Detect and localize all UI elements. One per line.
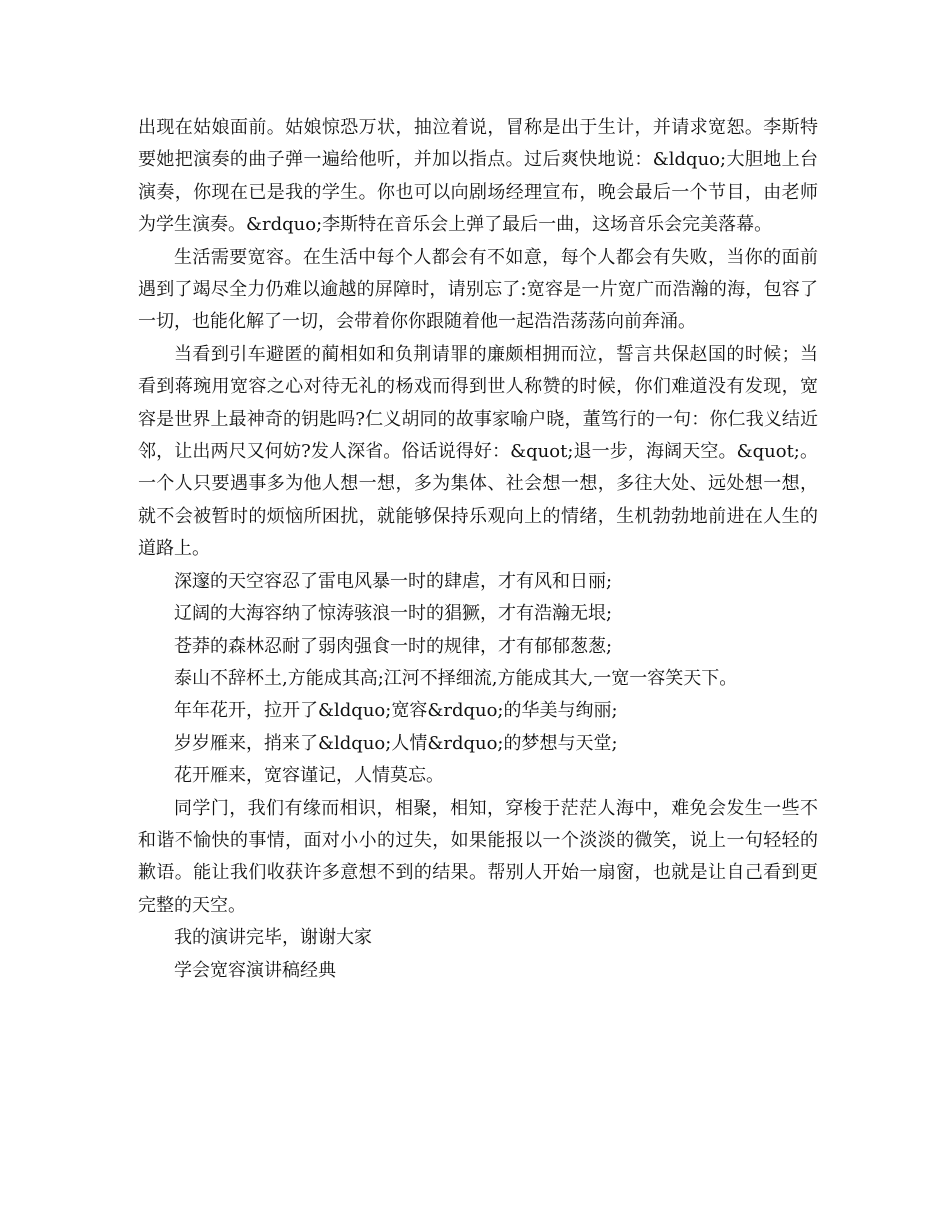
paragraph-3: 当看到引车避匿的蔺相如和负荆请罪的廉颇相拥而泣，誓言共保赵国的时候；当看到蒋琬用宽容之心对待无礼的杨戏而得到世人称赞的时候，你们难道没有发现，宽容是世界上最神奇的钥匙吗?仁义胡同的故事家喻户晓，董笃行的一句：你仁我义结近邻，让出两尺又何妨?发人深省。俗话说得好：&quot;退一步，海阔天空。&quot;。一个人只要遇事多为他人想一想，多为集体、社会想一想，多往大处、远处想一想，就不会被暂时的烦恼所困扰，就能够保持乐观向上的情绪，生机勃勃地前进在人生的道路上。 xyxy=(138,343,818,560)
poem-line-2: 辽阔的大海容纳了惊涛骇浪一时的猖獗，才有浩瀚无垠; xyxy=(174,603,613,625)
speech-end-line: 我的演讲完毕，谢谢大家 xyxy=(174,927,372,949)
document-footer-title: 学会宽容演讲稿经典 xyxy=(174,959,336,981)
poem-line-3: 苍莽的森林忍耐了弱肉强食一时的规律，才有郁郁葱葱; xyxy=(174,635,613,657)
poem-line-7: 花开雁来，宽容谨记，人情莫忘。 xyxy=(174,765,444,787)
paragraph-closing: 同学门，我们有缘而相识，相聚，相知，穿梭于茫茫人海中，难免会发生一些不和谐不愉快的事情，面对小小的过失，如果能报以一个淡淡的微笑，说上一句轻轻的歉语。能让我们收获许多意想不到的结果。帮别人开始一扇窗，也就是让自己看到更完整的天空。 xyxy=(138,797,818,916)
poem-line-6: 岁岁雁来，捎来了&ldquo;人情&rdquo;的梦想与天堂; xyxy=(174,732,618,754)
poem-line-4: 泰山不辞杯土,方能成其高;江河不择细流,方能成其大,一宽一容笑天下。 xyxy=(174,667,738,689)
poem-line-5: 年年花开，拉开了&ldquo;宽容&rdquo;的华美与绚丽; xyxy=(174,700,618,722)
document-page xyxy=(138,112,818,987)
paragraph-1: 出现在姑娘面前。姑娘惊恐万状，抽泣着说，冒称是出于生计，并请求宽恕。李斯特要她把演奏的曲子弹一遍给他听，并加以指点。过后爽快地说：&ldquo;大胆地上台演奏，你现在已是我的学生。你也可以向剧场经理宣布，晚会最后一个节目，由老师为学生演奏。&rdquo;李斯特在音乐会上弹了最后一曲，这场音乐会完美落幕。 xyxy=(138,117,818,236)
poem-line-1: 深邃的天空容忍了雷电风暴一时的肆虐，才有风和日丽; xyxy=(174,570,613,592)
paragraph-2: 生活需要宽容。在生活中每个人都会有不如意，每个人都会有失败，当你的面前遇到了竭尽全力仍难以逾越的屏障时，请别忘了:宽容是一片宽广而浩瀚的海，包容了一切，也能化解了一切，会带着你你跟随着他一起浩浩荡荡向前奔涌。 xyxy=(138,246,818,333)
